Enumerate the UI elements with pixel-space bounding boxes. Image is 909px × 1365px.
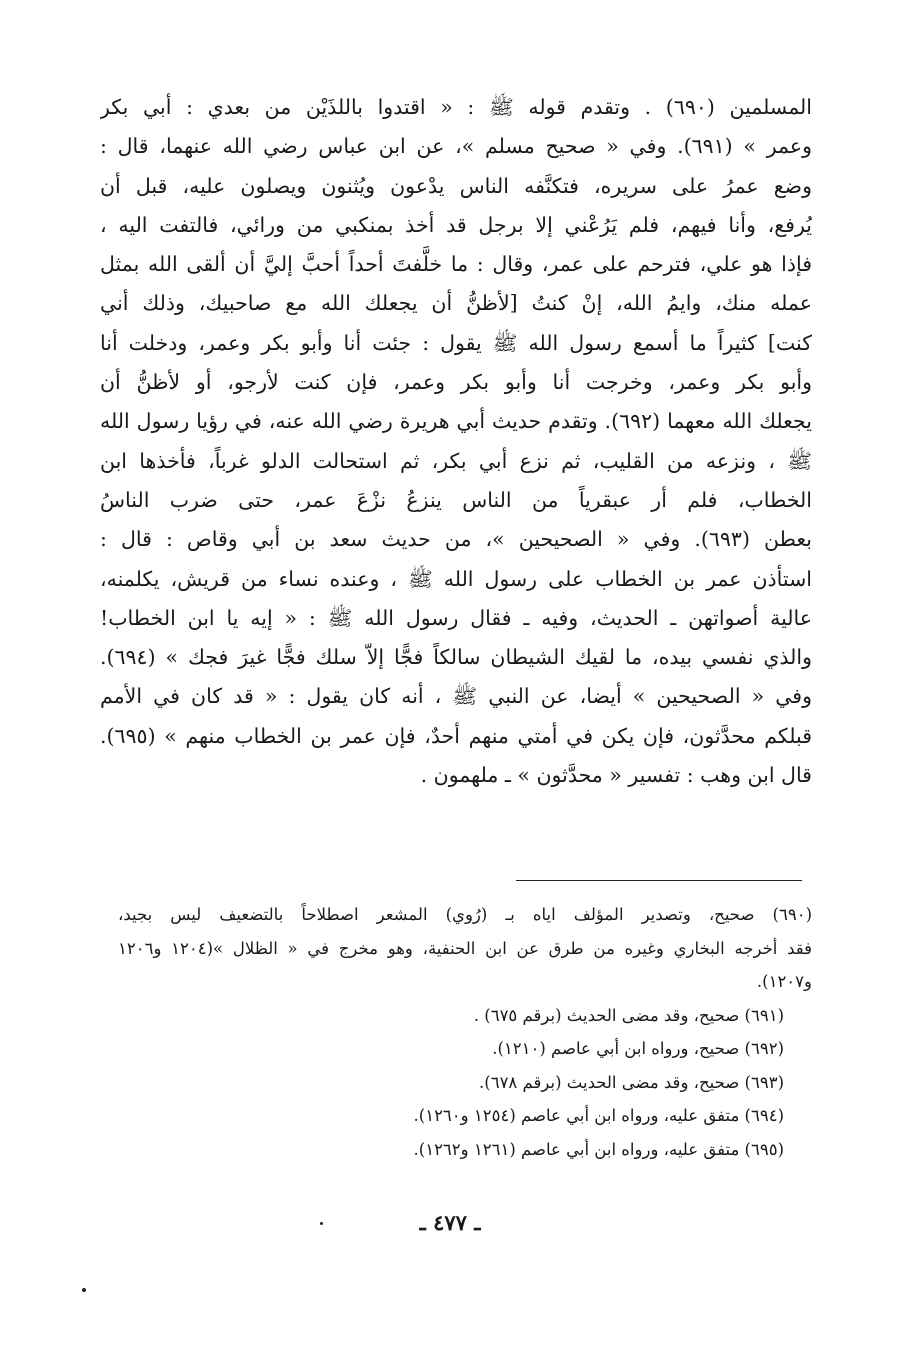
text-line: كنت] كثيراً ما أسمع رسول الله ﷺ يقول : جئت أنا وأبو بكر وعمر، ودخلت أنا	[100, 330, 812, 355]
text-line: وأبو بكر وعمر، وخرجت أنا وأبو بكر وعمر، فإن كنت لأرجو، أو لأظنُّ أن	[100, 370, 812, 395]
footnote-line: و١٢٠٧).	[756, 972, 812, 991]
text-line: يجعلك الله معهما (٦٩٢). وتقدم حديث أبي هريرة رضي الله عنه، في رؤيا رسول الله	[100, 409, 812, 434]
ink-speck	[320, 1222, 323, 1225]
text-line: بعطن (٦٩٣). وفي « الصحيحين »، من حديث سعد بن أبي وقاص : قال :	[100, 527, 812, 552]
text-line: يُرفع، وأنا فيهم، فلم يَرُعْني إلا برجل قد أخذ بمنكبي من ورائي، فالتفت اليه ،	[100, 212, 812, 237]
footnote-line: (٦٩١) صحيح، وقد مضى الحديث (برقم ٦٧٥) .	[473, 1005, 784, 1025]
footnote-line: فقد أخرجه البخاري وغيره من طرق عن ابن الحنفية، وهو مخرج في « الظلال »(١٢٠٤ و١٢٠٦	[118, 938, 812, 958]
text-line: وضع عمرُ على سريره، فتكنَّفه الناس يدْعون ويُثنون ويصلون عليه، قبل أن	[100, 173, 812, 198]
text-line: الخطاب، فلم أر عبقرياً من الناس ينزعُ نزْعَ عمر، حتى ضرب الناسُ	[100, 487, 812, 512]
footnote-line: (٦٩٣) صحيح، وقد مضى الحديث (برقم ٦٧٨).	[479, 1072, 784, 1092]
text-line: قال ابن وهب : تفسير « محدَّثون » ـ ملهمون .	[420, 763, 812, 788]
main-text	[100, 88, 812, 795]
footnote-separator	[516, 880, 802, 881]
text-line: المسلمين (٦٩٠) . وتقدم قوله ﷺ : « اقتدوا باللذَيْن من بعدي : أبي بكر	[100, 95, 812, 119]
ink-speck	[82, 1288, 86, 1292]
footnote-line: (٦٩٢) صحيح، ورواه ابن أبي عاصم (١٢١٠).	[492, 1039, 784, 1058]
footnote-line: (٦٩٥) متفق عليه، ورواه ابن أبي عاصم (١٢٦١ و١٢٦٢).	[413, 1139, 784, 1159]
text-line: وعمر » (٦٩١). وفي « صحيح مسلم »، عن ابن عباس رضي الله عنهما، قال :	[100, 134, 812, 159]
footnote-line: (٦٩٠) صحيح، وتصدير المؤلف اياه بـ (رُوي) المشعر اصطلاحاً بالتضعيف ليس بجيد،	[118, 905, 812, 924]
text-line: والذي نفسي بيده، ما لقيك الشيطان سالكاً فجًّا إلاّ سلك فجًّا غيرَ فجك » (٦٩٤).	[100, 645, 812, 670]
text-line: وفي « الصحيحين » أيضا، عن النبي ﷺ ، أنه كان يقول : « قد كان في الأمم	[100, 684, 812, 709]
text-line: ﷺ ، ونزعه من القليب، ثم نزع أبي بكر، ثم استحالت الدلو غرباً، فأخذها ابن	[100, 448, 812, 473]
page-number: ـ ٤٧٧ ـ	[419, 1210, 481, 1235]
text-line: قبلكم محدَّثون، فإن يكن في أمتي منهم أحدٌ، فإن عمر بن الخطاب منهم » (٦٩٥).	[100, 723, 812, 748]
text-line: استأذن عمر بن الخطاب على رسول الله ﷺ ، وعنده نساء من قريش، يكلمنه،	[100, 566, 812, 591]
footnote-line: (٦٩٤) متفق عليه، ورواه ابن أبي عاصم (١٢٥٤ و١٢٦٠).	[413, 1106, 784, 1125]
text-line: عالية أصواتهن ـ الحديث، وفيه ـ فقال رسول الله ﷺ : « إيه يا ابن الخطاب!	[100, 605, 812, 630]
footnotes	[118, 898, 812, 1166]
text-line: فإذا هو علي، فترحم على عمر، وقال : ما خلَّفتَ أحداً أحبَّ إليَّ أن ألقى الله بمثل	[100, 252, 812, 277]
text-line: عمله منك، وايمُ الله، إنْ كنتُ [لأظنُّ أن يجعلك الله مع صاحبيك، وذلك أني	[100, 291, 812, 316]
